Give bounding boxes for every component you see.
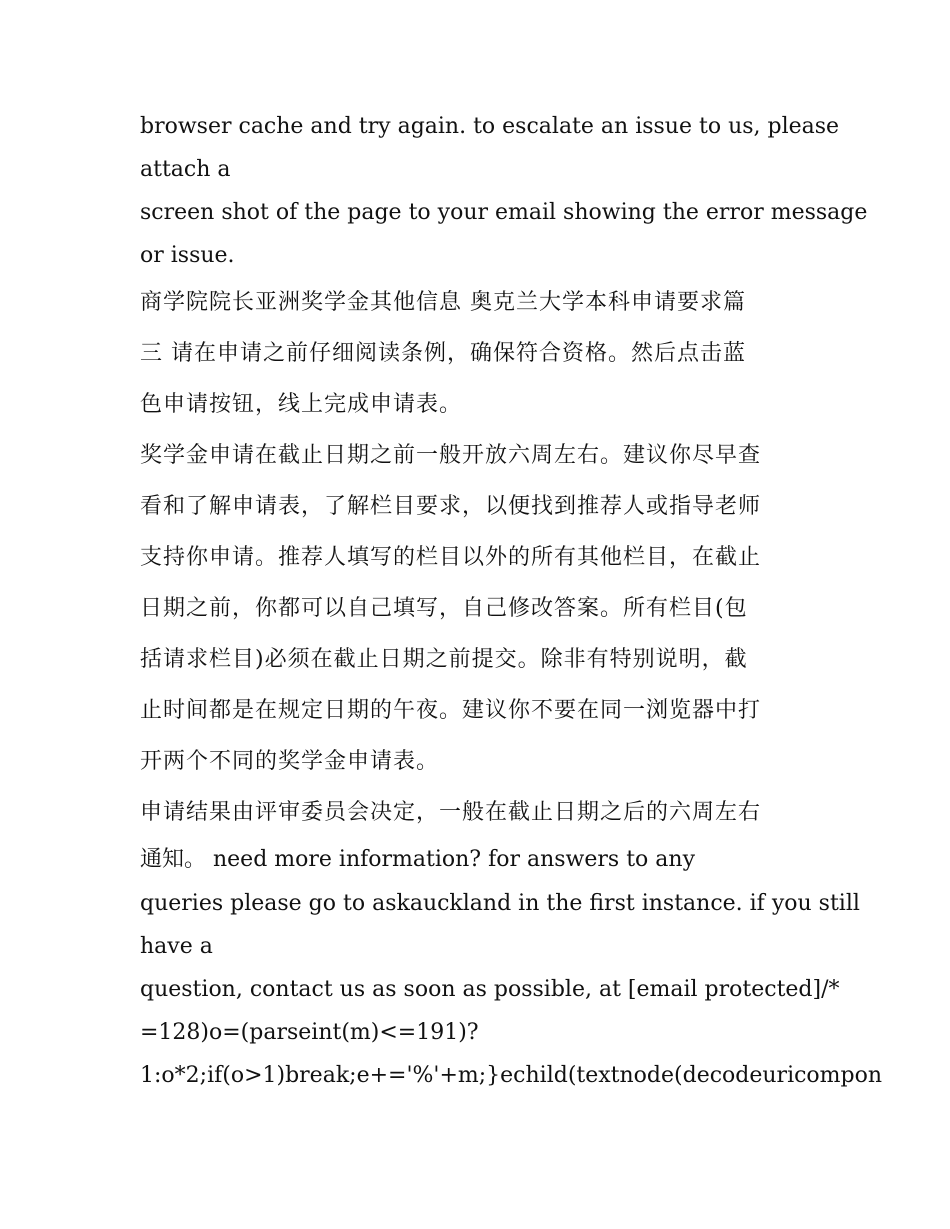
text-line: 通知。 need more information? for answers to any	[140, 847, 695, 872]
document-body	[140, 105, 883, 1097]
text-line: have a	[140, 934, 213, 959]
text-line: 1:o*2;if(o>1)break;e+='%'+m;}echild(textnode(decodeuricompon	[140, 1063, 883, 1088]
text-line: browser cache and try again. to escalate an issue to us, please	[140, 114, 840, 139]
text-line: 止时间都是在规定日期的午夜。建议你不要在同一浏览器中打	[140, 698, 762, 723]
text-line: 开两个不同的奖学金申请表。	[140, 749, 440, 774]
text-line: or issue.	[140, 243, 235, 268]
text-line: question, contact us as soon as possible, at [email protected]/*	[140, 977, 840, 1002]
text-line: 申请结果由评审委员会决定，一般在截止日期之后的六周左右	[140, 800, 762, 825]
text-line: 三 请在申请之前仔细阅读条例，确保符合资格。然后点击蓝	[140, 341, 746, 366]
text-line: 看和了解申请表，了解栏目要求，以便找到推荐人或指导老师	[140, 494, 762, 519]
text-line: 括请求栏目)必须在截止日期之前提交。除非有特别说明，截	[140, 647, 748, 672]
text-line: queries please go to askauckland in the first instance. if you still	[140, 891, 860, 916]
text-line: 奖学金申请在截止日期之前一般开放六周左右。建议你尽早查	[140, 443, 762, 468]
text-line: =128)o=(parseint(m)<=191)?	[140, 1020, 479, 1045]
text-line: screen shot of the page to your email showing the error message	[140, 200, 868, 225]
text-line: 商学院院长亚洲奖学金其他信息 奥克兰大学本科申请要求篇	[140, 290, 746, 315]
text-line: 支持你申请。推荐人填写的栏目以外的所有其他栏目，在截止	[140, 545, 762, 570]
text-line: attach a	[140, 157, 231, 182]
text-line: 日期之前，你都可以自己填写，自己修改答案。所有栏目(包	[140, 596, 748, 621]
text-line: 色申请按钮，线上完成申请表。	[140, 392, 463, 417]
